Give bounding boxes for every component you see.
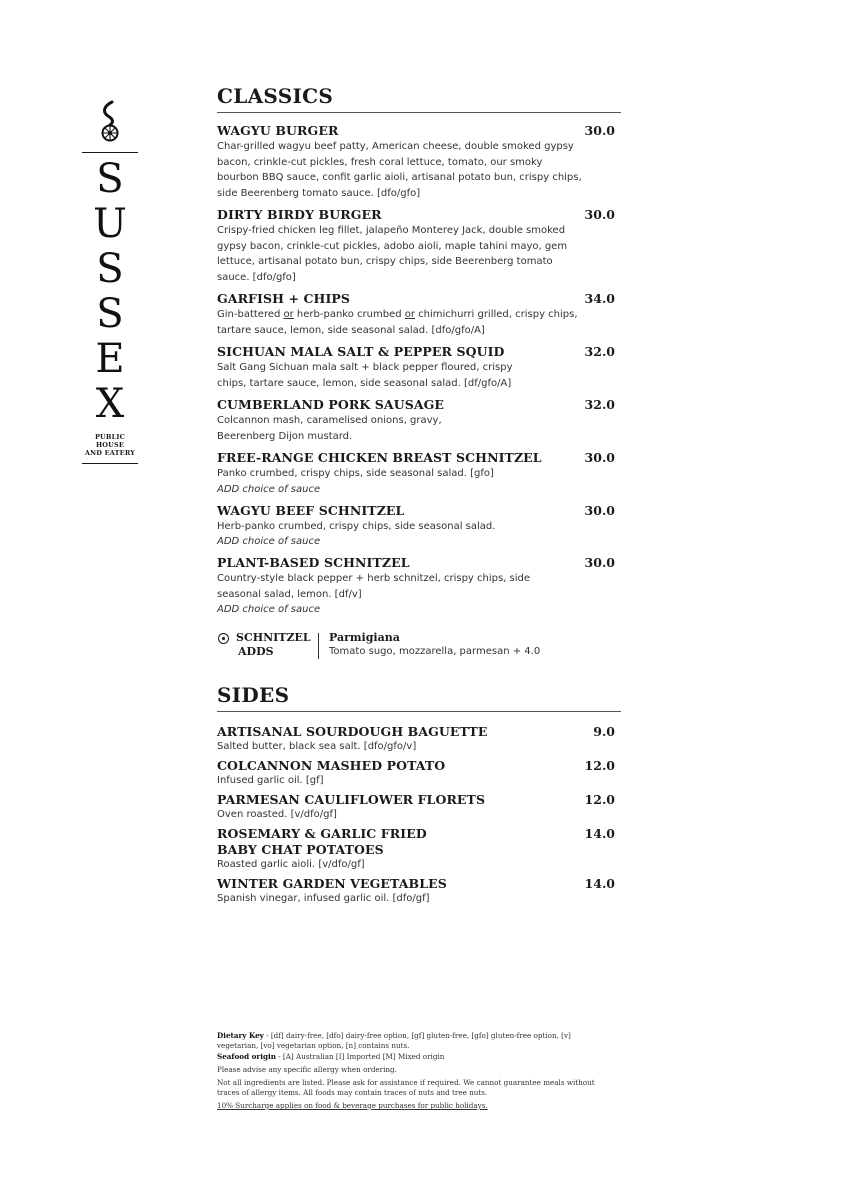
- item-price: 30.0: [584, 555, 615, 570]
- menu-item: [217, 397, 621, 444]
- schnitzel-adds: [217, 631, 621, 663]
- menu-item: [217, 758, 621, 788]
- seafood-origin-label: Seafood origin: [217, 1052, 276, 1061]
- item-price: 12.0: [584, 792, 615, 807]
- seafood-origin: [217, 1052, 597, 1062]
- classics-section: [217, 84, 621, 663]
- adds-label-line1: SCHNITZEL: [236, 631, 311, 644]
- item-name: WINTER GARDEN VEGETABLES: [217, 876, 447, 891]
- item-name: PARMESAN CAULIFLOWER FLORETS: [217, 792, 486, 807]
- item-description: [217, 307, 587, 338]
- desc-or: or: [404, 309, 415, 320]
- item-description: Salt Gang Sichuan mala salt + black pepper floured, crispy chips, tartare sauce, lemon, side seasonal salad. [df/gfo/A]: [217, 362, 513, 389]
- item-name: WAGYU BEEF SCHNITZEL: [217, 502, 405, 518]
- item-name: WAGYU BURGER: [217, 123, 339, 138]
- sides-list: [217, 724, 621, 906]
- item-name: FREE-RANGE CHICKEN BREAST SCHNITZEL: [217, 450, 542, 465]
- classics-list: [217, 123, 621, 617]
- brand-letter: S: [96, 156, 124, 202]
- item-price: 30.0: [584, 502, 615, 518]
- add-circle-icon: [218, 633, 229, 644]
- sussex-logo-icon: [98, 100, 122, 142]
- allergy-note: Please advise any specific allergy when ordering.: [217, 1065, 397, 1074]
- desc-text: herb-panko crumbed: [293, 309, 405, 320]
- item-price: 14.0: [584, 826, 615, 841]
- item-price: 30.0: [584, 123, 615, 138]
- item-description: Infused garlic oil. [gf]: [217, 775, 324, 786]
- item-description: Roasted garlic aioli. [v/dfo/gf]: [217, 859, 365, 870]
- item-add-note: ADD choice of sauce: [217, 604, 321, 615]
- item-name: CUMBERLAND PORK SAUSAGE: [217, 397, 445, 412]
- item-price: 9.0: [593, 724, 615, 739]
- item-price: 14.0: [584, 876, 615, 891]
- sides-section: [217, 683, 621, 906]
- surcharge-note: 10% Surcharge applies on food & beverage purchases for public holidays.: [217, 1101, 488, 1110]
- item-description: Spanish vinegar, infused garlic oil. [dfo/gf]: [217, 893, 430, 904]
- brand-tagline-line2: AND EATERY: [84, 449, 136, 457]
- item-price: 34.0: [584, 291, 615, 306]
- item-name-line1: ROSEMARY & GARLIC FRIED: [217, 826, 427, 841]
- menu-item: [217, 724, 621, 754]
- desc-text: Gin-battered: [217, 309, 284, 320]
- item-description: Salted butter, black sea salt. [dfo/gfo/v]: [217, 741, 417, 752]
- menu-item: [217, 503, 621, 550]
- adds-divider: [318, 633, 319, 659]
- menu-item: [217, 344, 621, 391]
- brand-letter: S: [96, 291, 124, 337]
- section-title-sides: SIDES: [217, 683, 290, 707]
- menu-item: [217, 207, 621, 285]
- item-price: 32.0: [584, 344, 615, 359]
- adds-name: Parmigiana: [329, 631, 400, 644]
- item-name: SICHUAN MALA SALT & PEPPER SQUID: [217, 344, 505, 359]
- dietary-key-label: Dietary Key: [217, 1031, 264, 1040]
- item-name: PLANT-BASED SCHNITZEL: [217, 555, 410, 570]
- item-price: 12.0: [584, 758, 615, 773]
- brand-tagline-line1: PUBLIC HOUSE: [94, 433, 126, 449]
- desc-or: or: [283, 309, 294, 320]
- brand-top-rule: [82, 152, 138, 153]
- adds-label-line2: ADDS: [238, 645, 274, 658]
- item-price: 30.0: [584, 450, 615, 465]
- item-price: 30.0: [584, 207, 615, 222]
- brand-letter: E: [95, 336, 125, 382]
- dietary-key-text: - [df] dairy-free, [dfo] dairy-free option, [gf] gluten-free, [gfo] gluten-free option, [v] vegetarian, [vo] vegetarian option, [n] contains nuts.: [217, 1031, 571, 1050]
- item-description: Country-style black pepper + herb schnitzel, crispy chips, side seasonal salad, lemon. [df/v]: [217, 573, 531, 600]
- brand-column: [80, 100, 140, 464]
- item-description: Colcannon mash, caramelised onions, gravy, Beerenberg Dijon mustard.: [217, 415, 442, 442]
- adds-label: [236, 631, 311, 659]
- section-title-classics: CLASSICS: [217, 84, 334, 108]
- item-name: COLCANNON MASHED POTATO: [217, 758, 446, 773]
- item-add-note: ADD choice of sauce: [217, 536, 321, 547]
- menu-item: [217, 876, 621, 906]
- menu-item: [217, 555, 621, 617]
- section-rule: [217, 711, 621, 712]
- menu-item: [217, 792, 621, 822]
- item-description: Crispy-fried chicken leg fillet, jalapeño Monterey Jack, double smoked gypsy bacon, crinkle-cut pickles, adobo aioli, maple tahini mayo, gem lettuce, artisanal potato bun, crispy chips, side Beerenberg tomato sauce. [dfo/gfo]: [217, 225, 568, 283]
- item-name-line2: BABY CHAT POTATOES: [217, 842, 384, 857]
- ingredients-note: Not all ingredients are listed. Please ask for assistance if required. We cannot guarantee meals without traces of allergy items. All foods may contain traces of nuts and tree nuts.: [217, 1078, 595, 1097]
- footer-notes: [217, 1031, 597, 1112]
- brand-letter: U: [93, 201, 127, 247]
- menu-item: [217, 450, 621, 497]
- item-description: Herb-panko crumbed, crispy chips, side seasonal salad.: [217, 520, 496, 532]
- item-description: Char-grilled wagyu beef patty, American cheese, double smoked gypsy bacon, crinkle-cut pickles, fresh coral lettuce, tomato, our smoky bourbon BBQ sauce, confit garlic aioli, artisanal potato bun, crispy chips, side Beerenberg tomato sauce. [dfo/gfo]: [217, 141, 582, 199]
- menu-main: [217, 84, 621, 910]
- brand-letter: S: [96, 246, 124, 292]
- item-price: 32.0: [584, 397, 615, 412]
- desc-text: chimichurri grilled, crispy chips, tartare sauce, lemon, side seasonal salad. [dfo/gfo/A]: [217, 309, 578, 336]
- dietary-key: [217, 1031, 597, 1051]
- brand-letter: X: [95, 381, 125, 427]
- adds-description: Tomato sugo, mozzarella, parmesan + 4.0: [329, 646, 541, 657]
- brand-bottom-rule: [82, 463, 138, 464]
- item-add-note: ADD choice of sauce: [217, 483, 321, 495]
- item-description: Panko crumbed, crispy chips, side seasonal salad. [gfo]: [217, 468, 494, 479]
- item-name: GARFISH + CHIPS: [217, 291, 351, 306]
- brand-wordmark: [80, 157, 140, 427]
- menu-item: [217, 291, 621, 338]
- item-name: ARTISANAL SOURDOUGH BAGUETTE: [217, 724, 488, 739]
- item-description: Oven roasted. [v/dfo/gf]: [217, 809, 337, 820]
- menu-item: [217, 123, 621, 201]
- section-rule: [217, 112, 621, 113]
- menu-item: [217, 826, 621, 872]
- item-name: DIRTY BIRDY BURGER: [217, 207, 382, 222]
- seafood-origin-text: - [A] Australian [I] Imported [M] Mixed origin: [275, 1052, 445, 1061]
